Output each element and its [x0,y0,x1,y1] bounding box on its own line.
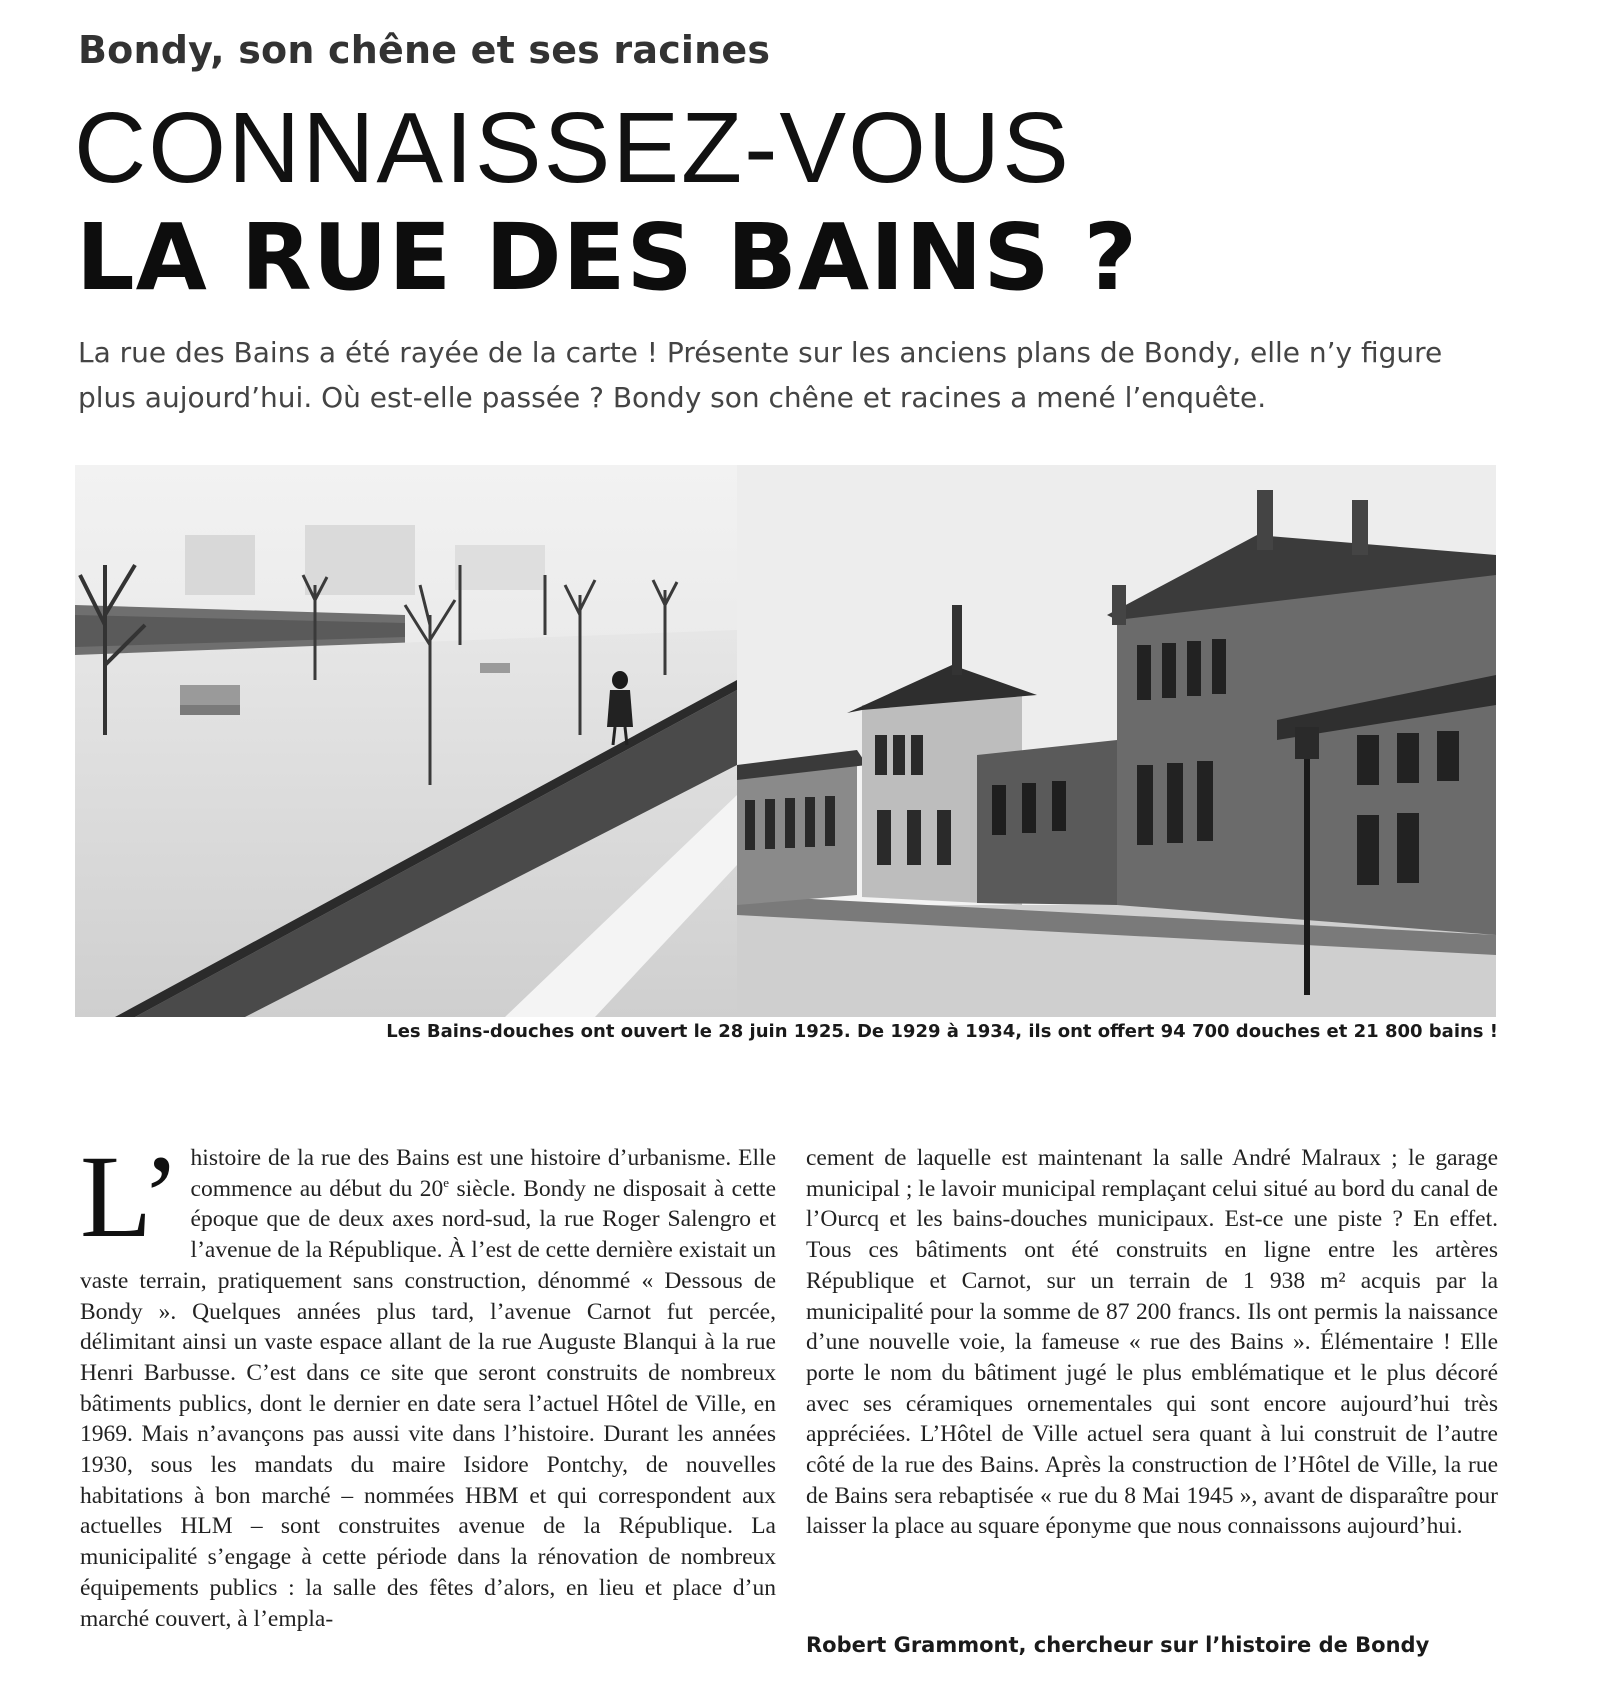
headline-line-1: CONNAISSEZ-VOUS [74,92,1071,204]
headline-line-2: LA RUE DES BAINS ? [76,204,1138,311]
article-column-left [80,1131,777,1634]
bath-house-photo [737,465,1496,1017]
park-photo [75,465,737,1017]
century-superscript: e [443,1174,450,1190]
article-text-left-a: histoire de la rue des Bains est une histoire d’urbanisme. Elle commence au début du 20 [190,1145,776,1202]
drop-cap: L’ [80,1131,181,1262]
article-text-right: cement de laquelle est maintenant la salle André Malraux ; le garage municipal ; le lavoir municipal remplaçant celui situé au bord du canal de l’Ourcq et les bains-douches municipaux. Est-ce une piste ? En effet. Tous ces bâtiments ont été construits en ligne entre les artères République et Carnot, sur un terrain de 1 938 m² acquis par la municipalité pour la somme de 87 200 francs. Ils ont permis la naissance d’une nouvelle voie, la fameuse « rue des Bains ». Élémentaire ! Elle porte le nom du bâtiment jugé le plus emblématique et le plus décoré avec ses céramiques ornementales qui sont encore aujourd’hui très appréciées. L’Hôtel de Ville actuel sera quant à lui construit de l’autre côté de la rue des Bains. Après la construction de l’Hôtel de Ville, la rue de Bains sera rebaptisée « rue du 8 Mai 1945 », avant de disparaître pour laisser la place au square éponyme que nous connaissons aujourd’hui. [806,1145,1498,1540]
article-text-left-b: siècle. Bondy ne disposait à cette époque que de deux axes nord-sud, la rue Roger Salengro et l’avenue de la République. À l’est de cette dernière existait un vaste terrain, pratiquement sans construction, dénommé « Dessous de Bondy ». Quelques années plus tard, l’avenue Carnot fut percée, délimitant ainsi un vaste espace allant de la rue Auguste Blanqui à la rue Henri Barbusse. C’est dans ce site que seront construits de nombreux bâtiments publics, dont le dernier en date sera l’actuel Hôtel de Ville, en 1969. Mais n’avançons pas aussi vite dans l’histoire. Durant les années 1930, sous les mandats du maire Isidore Pontchy, de nouvelles habitations à bon marché – nommées HBM et qui correspondent aux actuelles HLM – sont construites avenue de la République. La municipalité s’engage à cette période dans la rénovation de nombreux équipements publics : la salle des fêtes d’alors, en lieu et place d’un marché couvert, à l’empla- [80,1175,777,1632]
author-credit: Robert Grammont, chercheur sur l’histoire de Bondy [806,1633,1430,1657]
intro-paragraph: La rue des Bains a été rayée de la carte ! Présente sur les anciens plans de Bondy, elle n’y figure plus aujourd’hui. Où est-elle passée ? Bondy son chêne et racines a mené l’enquête. [78,336,1443,414]
article-column-right [806,1143,1498,1542]
photo-caption: Les Bains-douches ont ouvert le 28 juin 1925. De 1929 à 1934, ils ont offert 94 700 douches et 21 800 bains ! [386,1021,1498,1042]
section-kicker: Bondy, son chêne et ses racines [78,28,771,72]
